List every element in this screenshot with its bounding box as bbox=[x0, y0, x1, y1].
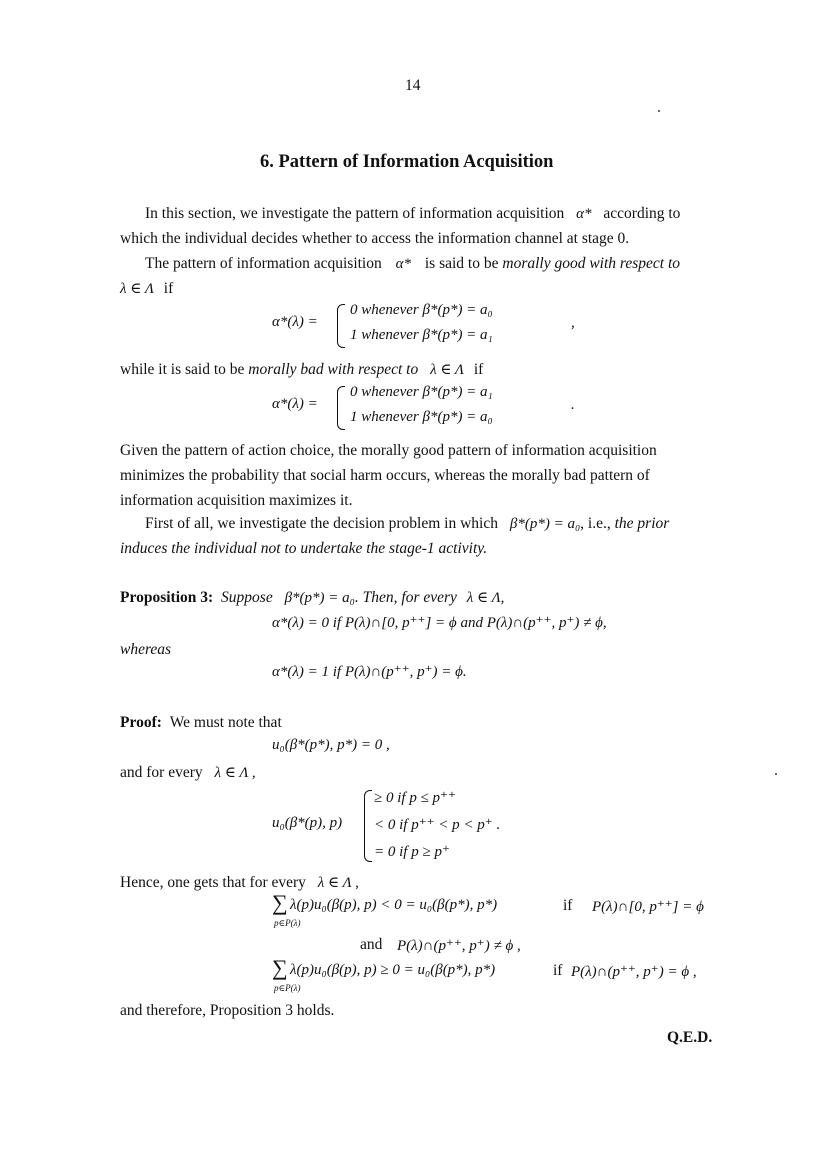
intro-line-1 bbox=[145, 204, 680, 224]
bad-def-case-2: 1 whenever β*(p*) = a₀ bbox=[350, 409, 493, 425]
summation-symbol: ∑ bbox=[272, 890, 288, 915]
summation-index: p∈P(λ) bbox=[274, 918, 301, 928]
morally-bad-phrase: morally bad with respect to bbox=[248, 361, 419, 378]
and-word: and bbox=[360, 936, 383, 953]
utility-case-3: = 0 if p ≥ p⁺ bbox=[374, 844, 450, 860]
proposition-condition: β*(p*) = a₀ bbox=[284, 590, 355, 606]
prior-phrase-continued: induces the individual not to undertake the stage-1 activity. bbox=[120, 540, 488, 557]
paragraph-line: minimizes the probability that social harm occurs, whereas the morally bad pattern of bbox=[120, 467, 650, 484]
lambda-in-set: λ ∈ Λ bbox=[430, 362, 464, 378]
whereas-word: whereas bbox=[120, 641, 172, 658]
utility-case-1: ≥ 0 if p ≤ p⁺⁺ bbox=[374, 790, 456, 806]
lambda-in-set: λ ∈ Λ, bbox=[466, 590, 505, 606]
for-every-text: and for every bbox=[120, 764, 203, 781]
proof-line bbox=[120, 713, 282, 733]
proof-closing: and therefore, Proposition 3 holds. bbox=[120, 1002, 335, 1019]
sum-1-expression: λ(p)u₀(β(p), p) < 0 = u₀(β(p*), p*) bbox=[290, 897, 498, 913]
utility-cases-lhs: u₀(β*(p), p) bbox=[272, 815, 343, 831]
then-clause: . Then, for every bbox=[354, 589, 457, 606]
good-def-trail: , bbox=[571, 315, 575, 331]
proof-label: Proof: bbox=[120, 714, 162, 731]
lambda-in-set: λ ∈ Λ bbox=[120, 281, 154, 297]
definition-text-a: The pattern of information acquisition bbox=[145, 255, 382, 272]
paragraph-line: information acquisition maximizes it. bbox=[120, 492, 353, 509]
qed-mark: Q.E.D. bbox=[667, 1029, 713, 1046]
scan-speck bbox=[775, 773, 777, 775]
good-def-brace bbox=[337, 304, 345, 348]
intro-line-2: which the individual decides whether to access the information channel at stage 0. bbox=[120, 230, 630, 247]
if-word: if bbox=[473, 361, 484, 378]
prior-condition: β*(p*) = a₀ bbox=[509, 516, 581, 532]
proposition-3-line bbox=[120, 588, 504, 608]
good-def-lhs: α*(λ) = bbox=[272, 314, 318, 330]
definition-intro-line bbox=[145, 254, 680, 274]
utility-cases-brace bbox=[364, 790, 372, 862]
if-word: if bbox=[163, 280, 174, 297]
good-def-case-1: 0 whenever β*(p*) = a₀ bbox=[350, 302, 493, 318]
alpha-star-symbol: α* bbox=[576, 206, 592, 222]
decision-problem-line bbox=[145, 514, 669, 534]
definition-text-b: is said to be bbox=[424, 255, 499, 272]
lambda-condition-line bbox=[120, 279, 173, 299]
prior-phrase: the prior bbox=[614, 515, 670, 532]
proof-eq-1: u₀(β*(p*), p*) = 0 , bbox=[272, 737, 390, 753]
morally-good-phrase: morally good with respect to bbox=[502, 255, 681, 272]
scan-speck bbox=[658, 110, 660, 112]
good-def-case-2: 1 whenever β*(p*) = a₁ bbox=[350, 327, 493, 343]
alpha-star-symbol: α* bbox=[395, 256, 411, 272]
sum-1-if: if bbox=[563, 897, 573, 914]
and-condition: P(λ)∩(p⁺⁺, p⁺) ≠ ϕ , bbox=[397, 938, 521, 954]
sum-2-if: if bbox=[553, 962, 563, 979]
paragraph-line: Given the pattern of action choice, the morally good pattern of information acquisition bbox=[120, 442, 657, 459]
summation-symbol: ∑ bbox=[272, 955, 288, 980]
decision-text-b: , i.e., bbox=[580, 515, 611, 532]
page-number: 14 bbox=[405, 77, 421, 94]
proposition-eq-1: α*(λ) = 0 if P(λ)∩[0, p⁺⁺] = ϕ and P(λ)∩(p⁺⁺, p⁺) ≠ ϕ, bbox=[272, 615, 607, 631]
hence-text: Hence, one gets that for every bbox=[120, 874, 306, 891]
sum-2-expression: λ(p)u₀(β(p), p) ≥ 0 = u₀(β(p*), p*) bbox=[290, 962, 496, 978]
hence-line bbox=[120, 873, 359, 893]
intro-text-b: according to bbox=[603, 205, 681, 222]
lambda-in-set: λ ∈ Λ , bbox=[214, 765, 256, 781]
utility-case-2: < 0 if p⁺⁺ < p < p⁺ . bbox=[374, 817, 501, 833]
proposition-label: Proposition 3: bbox=[120, 589, 214, 606]
bad-def-lhs: α*(λ) = bbox=[272, 396, 318, 412]
bad-def-brace bbox=[337, 386, 345, 430]
decision-text-a: First of all, we investigate the decision problem in which bbox=[145, 515, 498, 532]
sum-2-condition: P(λ)∩(p⁺⁺, p⁺) = ϕ , bbox=[571, 964, 697, 980]
suppose-word: Suppose bbox=[221, 589, 273, 606]
section-heading: 6. Pattern of Information Acquisition bbox=[260, 152, 554, 172]
intro-text-a: In this section, we investigate the pattern of information acquisition bbox=[145, 205, 565, 222]
bad-text-a: while it is said to be bbox=[120, 361, 245, 378]
for-every-line bbox=[120, 763, 256, 783]
morally-bad-line bbox=[120, 360, 483, 380]
bad-def-case-1: 0 whenever β*(p*) = a₁ bbox=[350, 384, 493, 400]
proof-intro: We must note that bbox=[169, 714, 282, 731]
lambda-in-set: λ ∈ Λ , bbox=[317, 875, 359, 891]
proposition-eq-2: α*(λ) = 1 if P(λ)∩(p⁺⁺, p⁺) = ϕ. bbox=[272, 664, 467, 680]
sum-1-condition: P(λ)∩[0, p⁺⁺] = ϕ bbox=[592, 899, 704, 915]
bad-def-trail: . bbox=[571, 397, 575, 413]
summation-index: p∈P(λ) bbox=[274, 983, 301, 993]
